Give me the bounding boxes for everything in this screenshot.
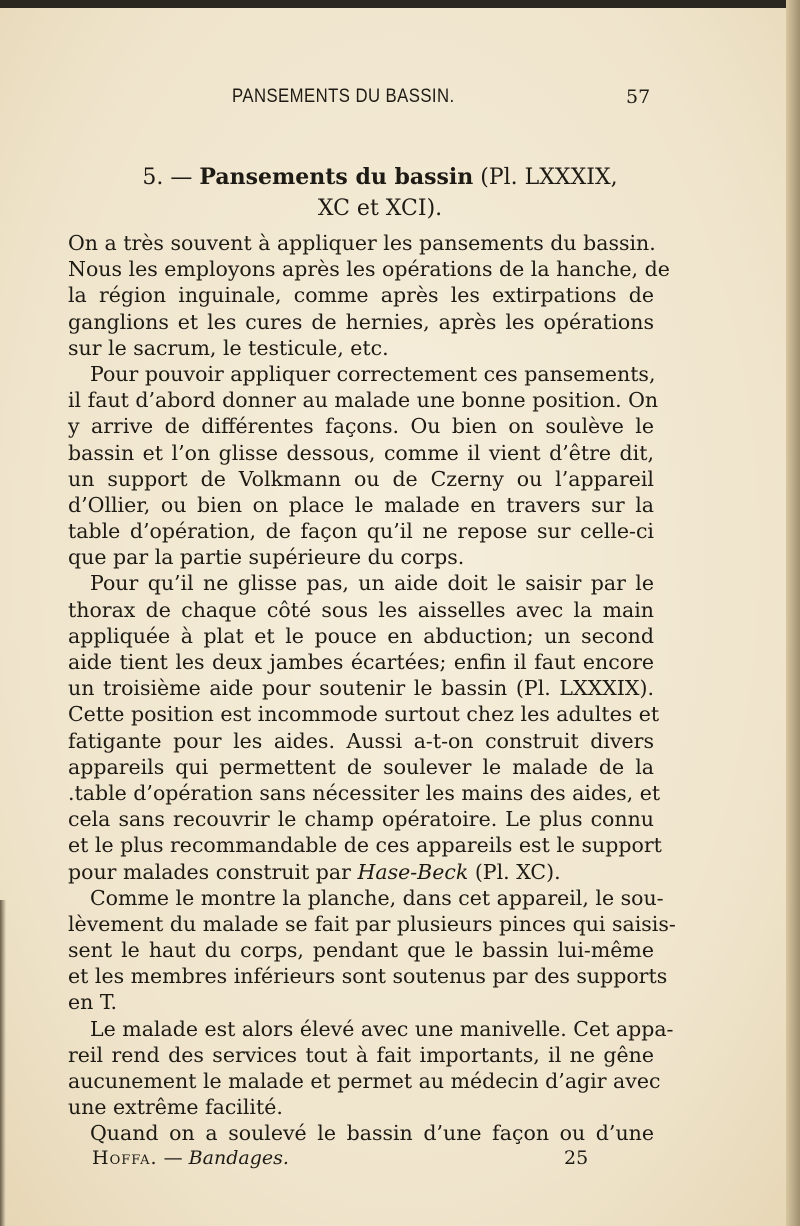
text-line: thorax de chaque côté sous les aisselles avec la main xyxy=(68,597,654,622)
hase-beck-plate-ref: (Pl. XC). xyxy=(474,859,561,884)
text-line: reil rend des services tout à fait importants, il ne gêne xyxy=(68,1042,654,1067)
scan-top-border xyxy=(0,0,800,8)
body-text xyxy=(68,230,676,1147)
text-line: Le malade est alors élevé avec une manivelle. Cet appa- xyxy=(90,1016,674,1041)
text-line: sur le sacrum, le testicule, etc. xyxy=(68,335,389,360)
text-line: Pour qu’il ne glisse pas, un aide doit le saisir par le xyxy=(90,571,654,596)
text-line: en T. xyxy=(68,990,118,1015)
footer-work-title: Bandages. xyxy=(188,1147,289,1169)
text-line: un support de Volkmann ou de Czerny ou l’appareil xyxy=(68,466,654,491)
text-line: fatigante pour les aides. Aussi a-t-on construit divers xyxy=(68,728,654,753)
text-line: lèvement du malade se fait par plusieurs pinces qui saisis- xyxy=(68,911,676,936)
section-plates-line-1: (Pl. LXXXIX, xyxy=(480,165,618,190)
text-line: cela sans recouvrir le champ opératoire. Le plus connu xyxy=(68,807,654,832)
text-line: bassin et l’on glisse dessous, comme il vient d’être dit, xyxy=(68,440,654,465)
text-line: y arrive de différentes façons. Ou bien on soulève le xyxy=(68,414,654,439)
text-line: il faut d’abord donner au malade une bonne position. On xyxy=(68,388,659,413)
text-line: Cette position est incommode surtout chez les adultes et xyxy=(68,702,660,727)
footer-dash: — xyxy=(163,1147,183,1169)
section-title: Pansements du bassin xyxy=(199,164,474,190)
text-line: Pour pouvoir appliquer correctement ces pansements, xyxy=(90,361,656,386)
text-line: table d’opération, de façon qu’il ne repose sur celle-ci xyxy=(68,519,654,544)
text-line: aide tient les deux jambes écartées; enfin il faut encore xyxy=(68,650,654,674)
text-line: et le plus recommandable de ces appareils est le support xyxy=(68,833,662,858)
text-line: que par la partie supérieure du corps. xyxy=(68,545,465,570)
text-line: .table d’opération sans nécessiter les mains des aides, et xyxy=(68,780,661,805)
text-line: Comme le montre la planche, dans cet appareil, le sou- xyxy=(90,885,664,910)
text-line: On a très souvent à appliquer les pansements du bassin. xyxy=(68,231,656,255)
text-line: une extrême facilité. xyxy=(68,1095,283,1120)
signature-mark: 25 xyxy=(564,1147,589,1169)
section-dash: — xyxy=(170,165,193,190)
page-right-edge xyxy=(786,0,800,1226)
section-heading-line-2: XC et XCI). xyxy=(317,196,443,221)
footer-author: Hoffa. xyxy=(92,1147,158,1169)
text-line: la région inguinale, comme après les extirpations de xyxy=(68,283,654,308)
text-line: Quand on a soulevé le bassin d’une façon ou d’une xyxy=(90,1121,654,1146)
text-line: et les membres inférieurs sont soutenus par des supports xyxy=(68,964,668,989)
text-line: un troisième aide pour soutenir le bassin (Pl. LXXXIX). xyxy=(68,676,654,701)
page-left-edge xyxy=(0,900,6,1226)
text-line: aucunement le malade et permet au médecin d’agir avec xyxy=(68,1069,661,1093)
page-footer xyxy=(92,1147,652,1169)
text-line: appareils qui permettent de soulever le malade de la xyxy=(68,754,654,779)
text-line-start: pour malades construit par xyxy=(68,859,351,884)
page-number: 57 xyxy=(626,86,651,108)
text-line: appliquée à plat et le pouce en abduction; un second xyxy=(68,623,654,648)
text-line: d’Ollier, ou bien on place le malade en travers sur la xyxy=(68,492,654,517)
text-line: Nous les employons après les opérations de la hanche, de xyxy=(68,257,670,282)
section-heading-line-1 xyxy=(90,162,670,193)
text-line: ganglions et les cures de hernies, après les opérations xyxy=(68,309,654,334)
section-number: 5. xyxy=(142,165,164,190)
section-heading xyxy=(90,162,670,224)
text-line-hase-beck xyxy=(68,859,654,885)
text-line: sent le haut du corps, pendant que le bassin lui-même xyxy=(68,938,654,963)
hase-beck-name: Hase-Beck xyxy=(357,859,469,884)
running-title: PANSEMENTS DU BASSIN. xyxy=(232,86,455,107)
